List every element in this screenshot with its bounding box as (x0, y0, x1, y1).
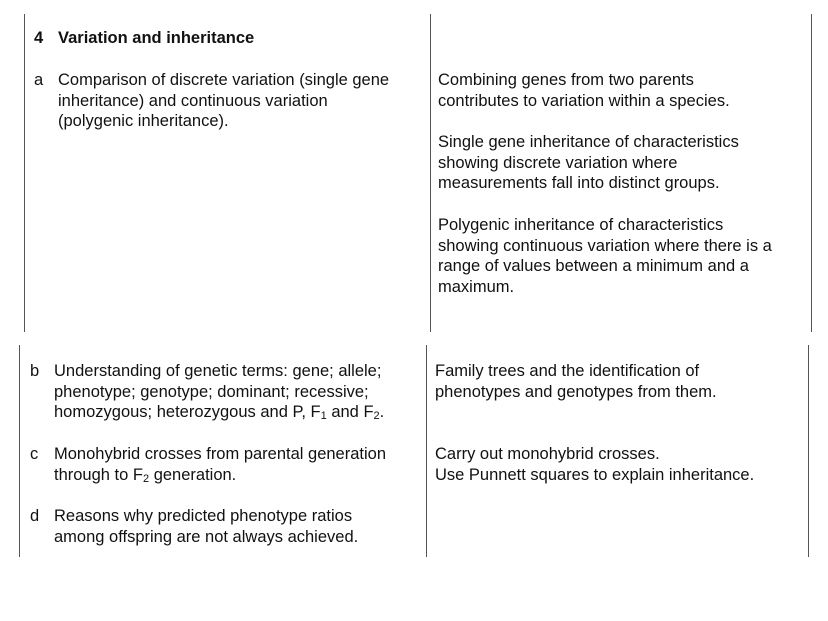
item-a-guidance-3-line-2: showing continuous variation where there is a (438, 236, 772, 255)
item-b-guidance-line-2: phenotypes and genotypes from them. (435, 382, 717, 401)
item-a-guidance-1-line-1: Combining genes from two parents (438, 71, 694, 89)
subscript-f2-c: 2 (142, 472, 150, 485)
item-c-guidance-line-1: Carry out monohybrid crosses. (435, 445, 660, 463)
item-b-line-2: phenotype; genotype; dominant; recessive; (54, 382, 369, 401)
item-a-guidance-3 (438, 215, 772, 297)
item-d-marker: d (30, 507, 40, 525)
item-c-marker: c (30, 445, 39, 463)
table-border-right-lower (808, 345, 809, 557)
subscript-f2: 2 (373, 410, 380, 422)
item-b-content (54, 361, 384, 423)
item-b-line-3-middle: and F (326, 403, 374, 421)
section-number: 4 (34, 29, 44, 47)
item-d-content (54, 506, 358, 547)
item-a-content (58, 70, 389, 132)
table-border-left-lower (19, 345, 20, 557)
item-b-line-1: Understanding of genetic terms: gene; allele; (54, 362, 382, 380)
table-border-left-upper (24, 14, 25, 332)
item-a-guidance-2-line-2: showing discrete variation where (438, 153, 678, 172)
item-a-guidance-3-line-1: Polygenic inheritance of characteristics (438, 216, 724, 234)
item-b-guidance (435, 361, 717, 402)
item-a-guidance-3-line-4: maximum. (438, 277, 515, 296)
item-b-line-3-start: homozygous; heterozygous and P, F (54, 403, 321, 421)
item-d-line-1: Reasons why predicted phenotype ratios (54, 507, 353, 525)
item-c-content (54, 444, 386, 485)
item-b-guidance-line-1: Family trees and the identification of (435, 362, 700, 380)
item-c-line-2-start: through to F (54, 465, 143, 484)
item-c-line-2-end: generation. (149, 465, 237, 484)
item-b-line-3-end: . (379, 403, 385, 421)
item-c-guidance-line-2: Use Punnett squares to explain inheritance. (435, 465, 755, 484)
item-b-marker: b (30, 362, 40, 380)
item-a-guidance-1-line-2: contributes to variation within a species. (438, 91, 730, 110)
item-b-line-3 (54, 402, 384, 423)
item-c-line-1: Monohybrid crosses from parental generation (54, 445, 387, 463)
item-a-guidance-2-line-1: Single gene inheritance of characteristics (438, 133, 739, 151)
item-a-guidance-2 (438, 132, 739, 194)
item-a-line-1: Comparison of discrete variation (single gene (58, 71, 390, 89)
item-a-guidance-3-line-3: range of values between a minimum and a (438, 257, 749, 275)
item-c-line-2 (54, 465, 386, 486)
table-divider-upper (430, 14, 431, 332)
item-c-guidance (435, 444, 754, 485)
item-a-marker: a (34, 71, 44, 89)
table-divider-lower (426, 345, 427, 557)
item-a-line-3: (polygenic inheritance). (58, 112, 229, 130)
subscript-f1: 1 (320, 410, 327, 422)
item-a-guidance-1 (438, 70, 730, 111)
item-a-line-2: inheritance) and continuous variation (58, 91, 328, 110)
section-title: Variation and inheritance (58, 29, 255, 47)
table-border-right-upper (811, 14, 812, 332)
item-a-guidance-2-line-3: measurements fall into distinct groups. (438, 174, 720, 192)
item-d-line-2: among offspring are not always achieved. (54, 527, 359, 546)
